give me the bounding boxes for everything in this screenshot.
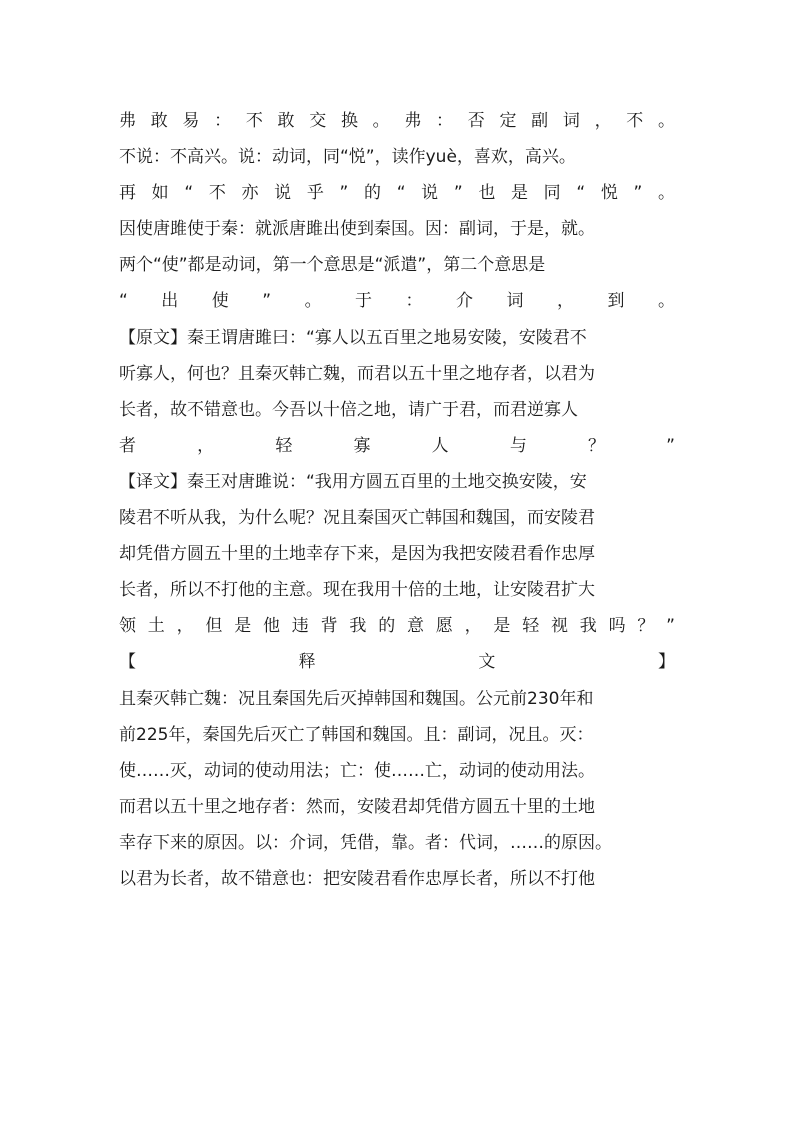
text-line: 不说：不高兴。说：动词，同“悦”，读作yuè，喜欢，高兴。 [119,147,576,168]
text-line: 【译文】秦王对唐雎说：“我用方圆五百里的土地交换安陵，安 [119,471,587,492]
text-line: 弗敢易：不敢交换。弗：否定副词，不。 [119,111,675,131]
text-line: 以君为长者，故不错意也：把安陵君看作忠厚长者，所以不打他 [119,868,595,889]
text-line: 前225年，秦国先后灭亡了韩国和魏国。且：副词，况且。灭： [119,724,594,745]
text-line: 再如“不亦说乎”的“说”也是同“悦”。 [119,183,675,204]
text-line: 而君以五十里之地存者：然而，安陵君却凭借方圆五十里的土地 [119,796,595,817]
text-line: 且秦灭韩亡魏：况且秦国先后灭掉韩国和魏国。公元前230年和 [119,688,594,709]
text-line: 幸存下来的原因。以：介词，凭借，靠。者：代词，……的原因。 [119,832,612,853]
text-line: 因使唐雎使于秦：就派唐雎出使到秦国。因：副词，于是，就。 [119,219,595,240]
text-line: “出使”。于：介词，到。 [119,291,675,312]
text-line: 听寡人，何也？且秦灭韩亡魏，而君以五十里之地存者，以君为 [119,363,595,384]
text-line: 【原文】秦王谓唐雎曰：“寡人以五百里之地易安陵，安陵君不 [119,327,587,348]
text-line: 长者，所以不打他的主意。现在我用十倍的土地，让安陵君扩大 [119,580,595,601]
text-line: 两个“使”都是动词，第一个意思是“派遣”，第二个意思是 [119,255,546,276]
text-line: 者，轻寡人与？” [119,435,675,456]
text-line: 【释文】 [119,652,675,673]
text-line: 领土，但是他违背我的意愿，是轻视我吗？” [119,616,675,637]
text-line: 却凭借方圆五十里的土地幸存下来，是因为我把安陵君看作忠厚 [119,544,595,565]
document-page [119,103,675,897]
text-line: 陵君不听从我，为什么呢？况且秦国灭亡韩国和魏国，而安陵君 [119,508,595,529]
text-line: 长者，故不错意也。今吾以十倍之地，请广于君，而君逆寡人 [119,399,578,420]
text-line: 使……灭，动词的使动用法；亡：使……亡，动词的使动用法。 [119,760,595,781]
